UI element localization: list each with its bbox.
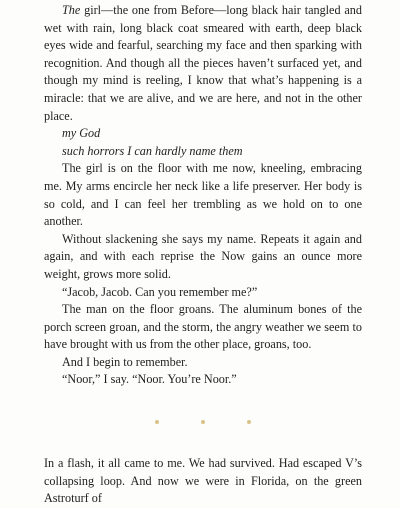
paragraph-1-lead: The (62, 3, 81, 17)
paragraph-5: Without slackening she says my name. Repeats it again and again, and with each reprise the Now gains an ounce more weight, grows more solid. (44, 231, 362, 281)
paragraph-2: my God (62, 126, 101, 141)
paragraph-6: “Jacob, Jacob. Can you remember me?” (62, 284, 258, 299)
paragraph-after-break: In a flash, it all came to me. We had survived. Had escaped V’s collapsing loop. And now we were in Florida, on the green Astroturf of (44, 456, 362, 506)
section-break-ornament (44, 389, 362, 455)
paragraph-3: such horrors I can hardly name them (62, 143, 243, 158)
ornament-dot-icon (247, 420, 251, 424)
paragraph-4: The girl is on the floor with me now, kneeling, embracing me. My arms encircle her neck like a life preserver. Her body is so cold, and I can feel her trembling as we hold on to one another. (44, 161, 362, 229)
paragraph-8: And I begin to remember. (62, 354, 188, 369)
paragraph-7: The man on the floor groans. The aluminum bones of the porch screen groan, and the storm, the angry weather we seem to have brought with us from the other place, groans, too. (44, 302, 362, 352)
paragraph-1: The girl—the one from Before—long black hair tangled and wet with rain, long black coat smeared with earth, deep black eyes wide and fearful, searching my face and then sparking with recognition. And though all the pieces haven’t surfaced yet, and though my mind is reeling, I know that what’s happening is a miracle: that we are alive, and we are here, and not in the other place. (44, 3, 362, 123)
ornament-dot-icon (155, 420, 159, 424)
paragraph-9: “Noor,” I say. “Noor. You’re Noor.” (62, 372, 237, 387)
ornament-dot-icon (201, 420, 205, 424)
